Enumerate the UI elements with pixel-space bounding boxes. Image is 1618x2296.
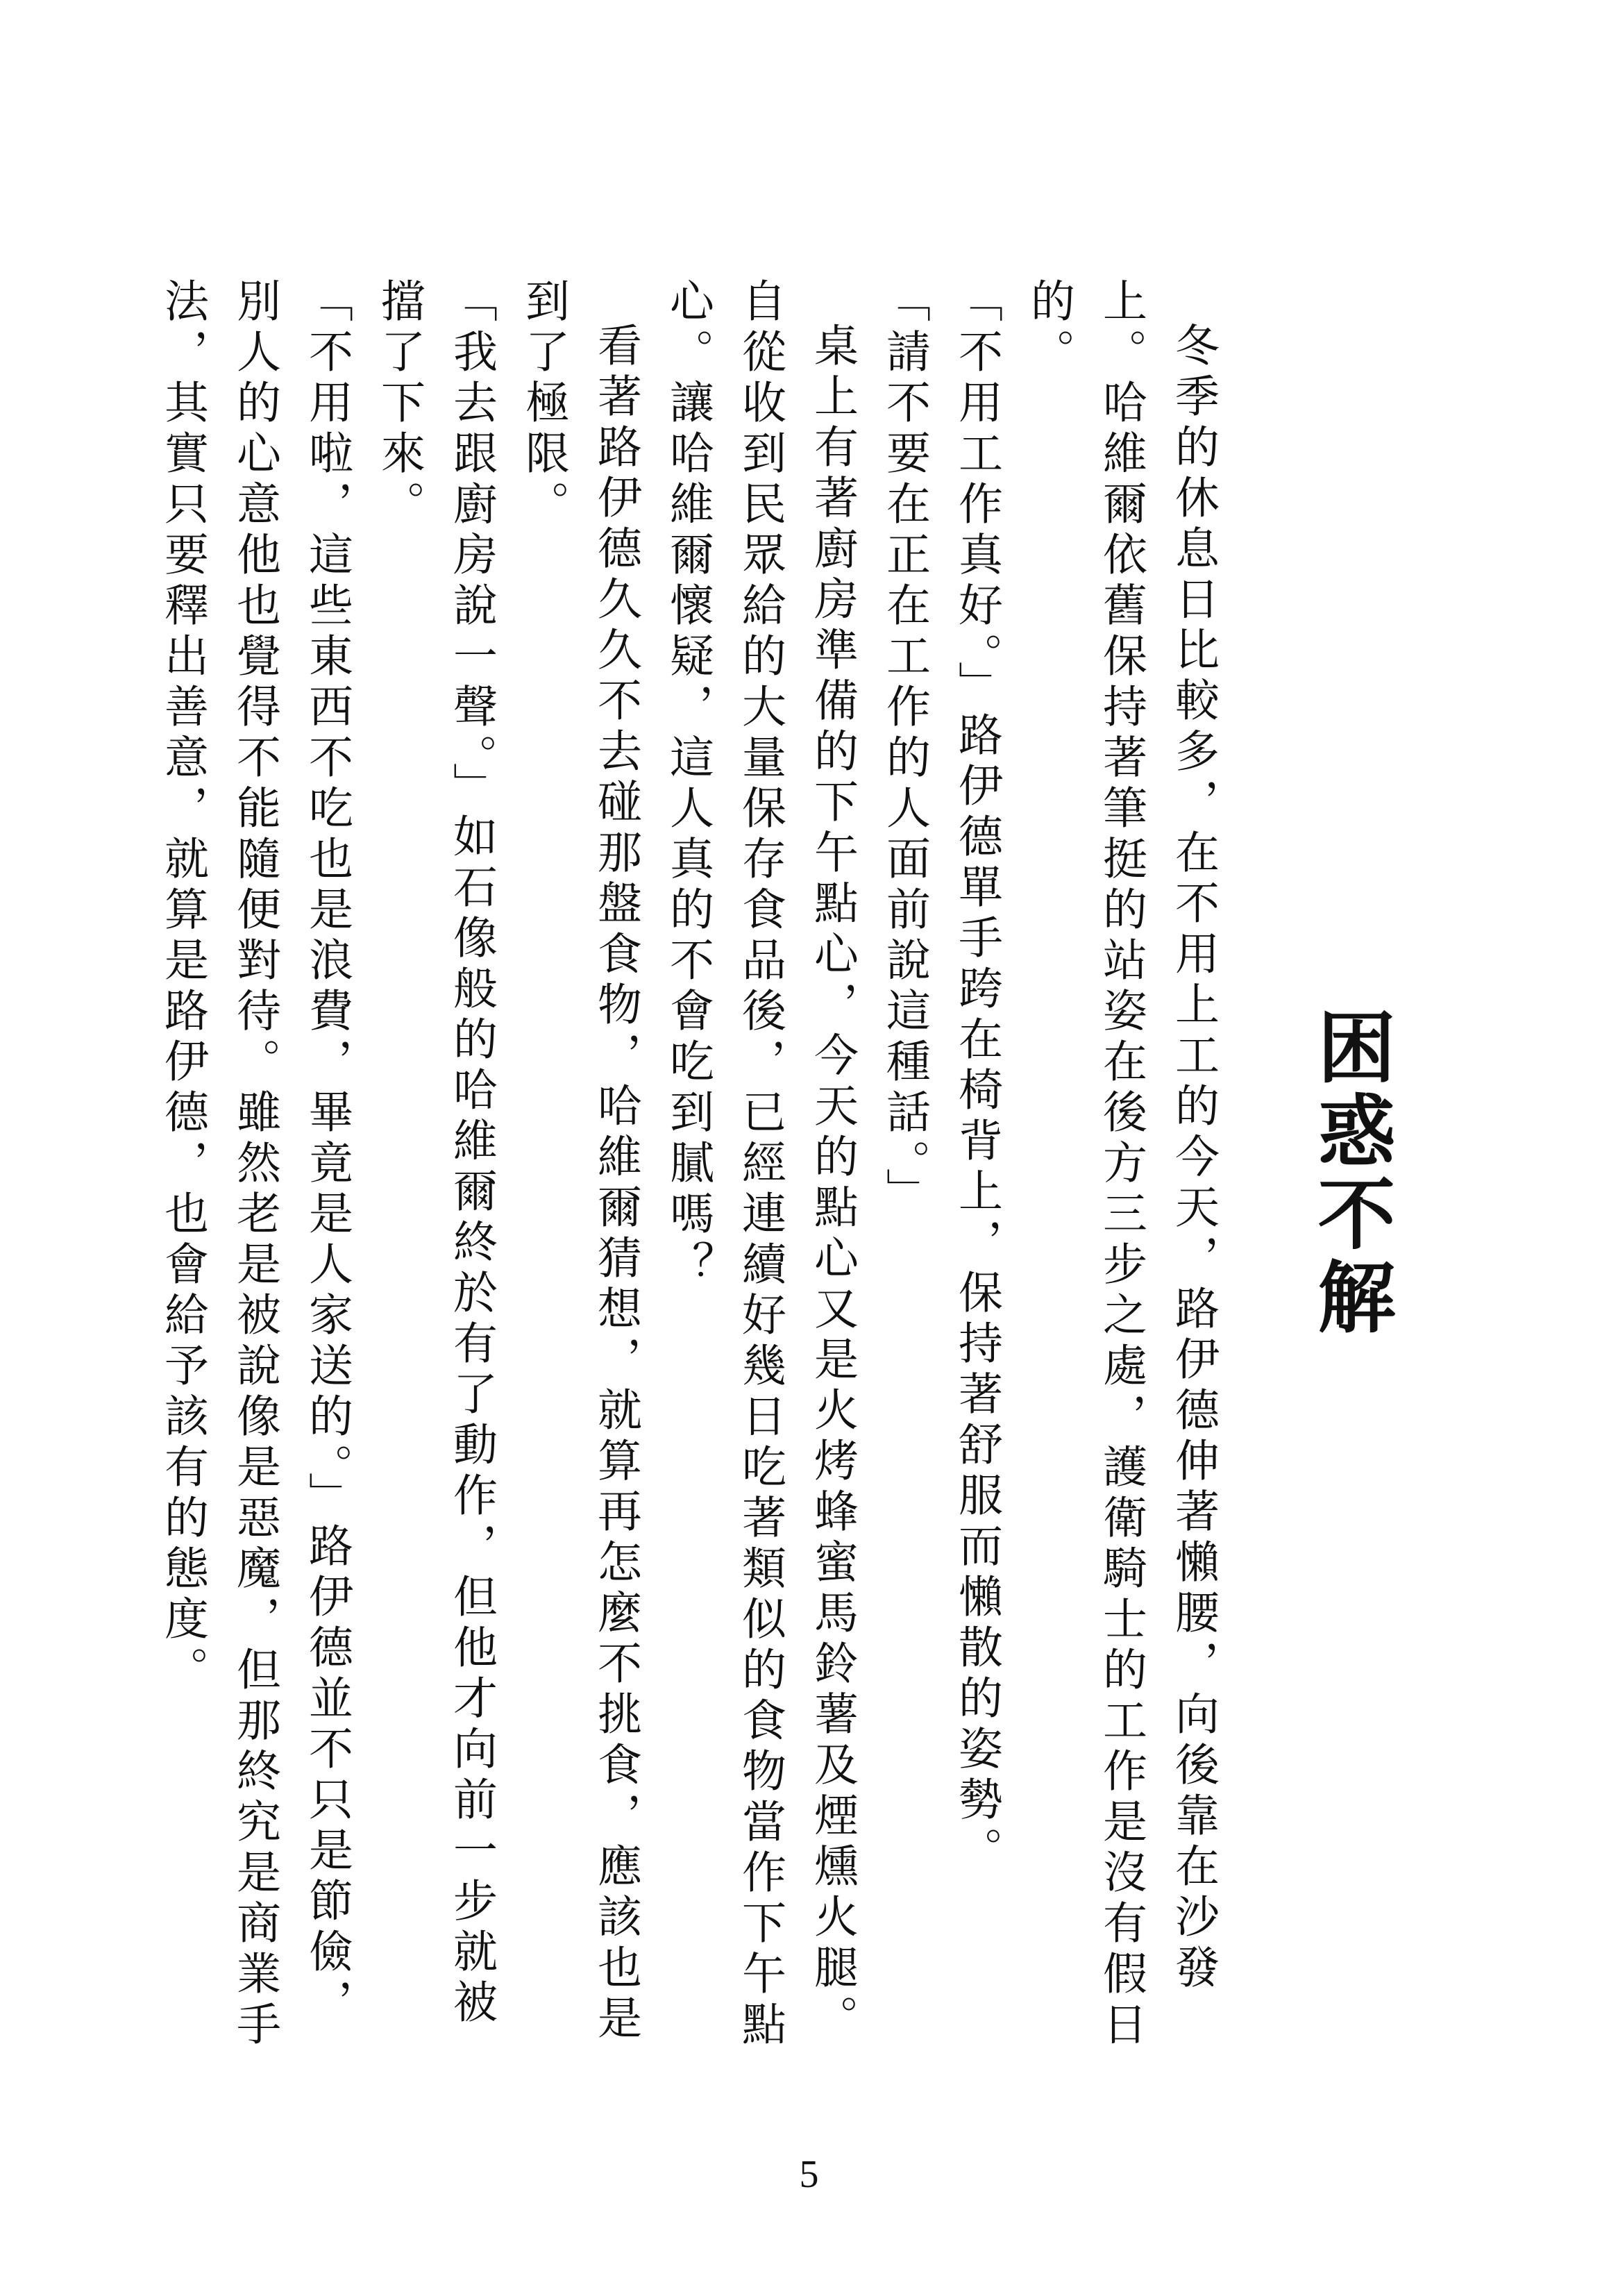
- paragraph: 冬季的休息日比較多，在不用上工的今天，路伊德伸著懶腰，向後靠在沙發上。哈維爾依舊保持著筆挺的站姿在後方三步之處，護衛騎士的工作是沒有假日的。: [1023, 278, 1219, 2052]
- chapter-title: 困惑不解: [1305, 1007, 1396, 1340]
- paragraph: 「不用啦，這些東西不吃也是浪費，畢竟是人家送的。」路伊德並不只是節儉，別人的心意他也覺得不能隨便對待。雖然老是被說像是惡魔，但那終究是商業手法，其實只要釋出善意，就算是路伊德，也會給予該有的態度。: [157, 278, 353, 2052]
- paragraph: 「不用工作真好。」路伊德單手跨在椅背上，保持著舒服而懶散的姿勢。: [951, 278, 1002, 1877]
- body-text: [146, 278, 1229, 2055]
- paragraph: 「我去跟廚房說一聲。」如石像般的哈維爾終於有了動作，但他才向前一步就被擋了下來。: [373, 278, 497, 2029]
- paragraph: 桌上有著廚房準備的下午點心，今天的點心又是火烤蜂蜜馬鈴薯及煙燻火腿。自從收到民眾給的大量保存食品後，已經連續好幾日吃著類似的食物當作下午點心。讓哈維爾懷疑，這人真的不會吃到膩嗎？: [662, 278, 858, 2052]
- paragraph: 「請不要在正在工作的人面前說這種話。」: [879, 278, 930, 1218]
- paragraph: 看著路伊德久久不去碰那盤食物，哈維爾猜想，就算再怎麼不挑食，應該也是到了極限。: [518, 278, 641, 2045]
- page-number: 5: [799, 2153, 819, 2196]
